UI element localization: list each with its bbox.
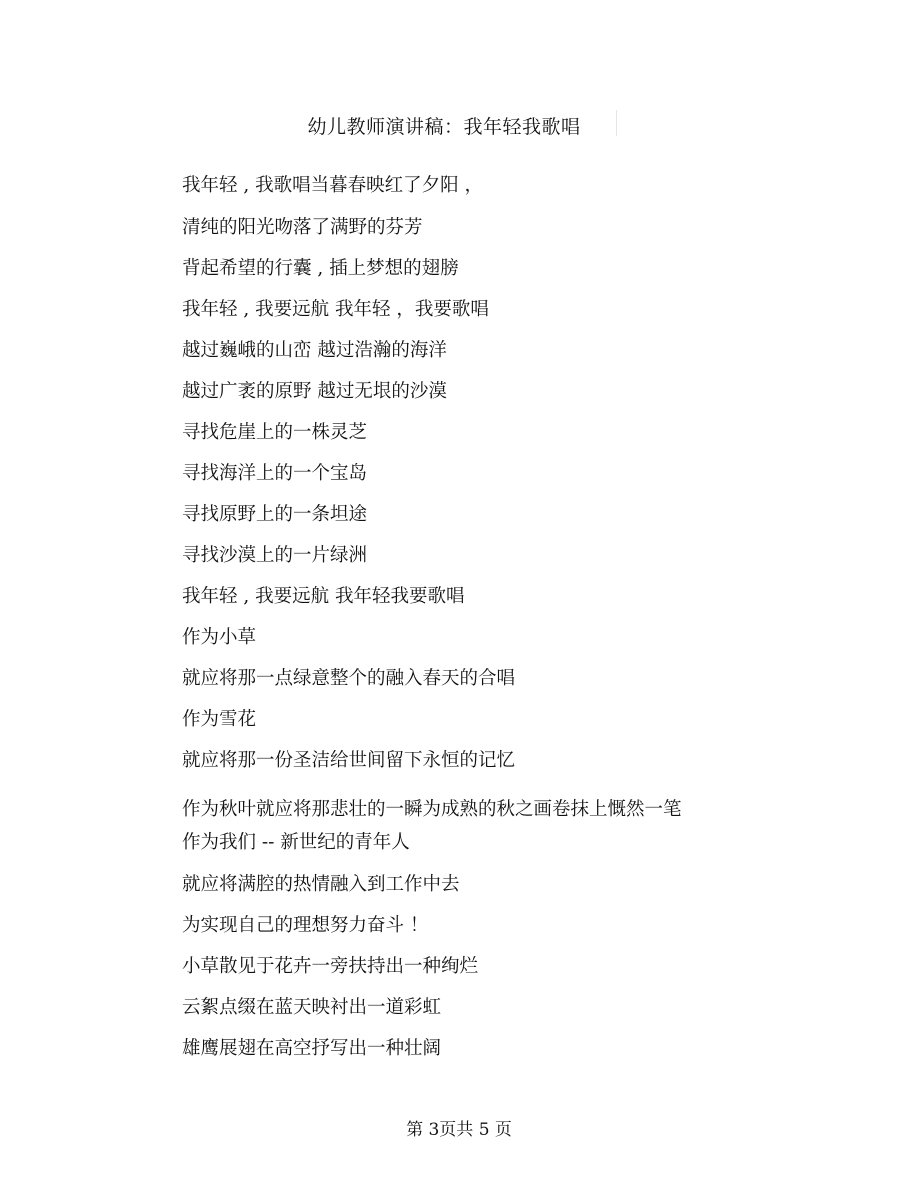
speech-line: 作为雪花 — [182, 709, 257, 730]
speech-line: 清纯的阳光吻落了满野的芬芳 — [182, 217, 423, 238]
speech-line: 我年轻 , 我要远航 我年轻我要歌唱 — [182, 586, 465, 607]
speech-line: 寻找危崖上的一株灵芝 — [182, 422, 368, 443]
speech-line: 我年轻 , 我要远航 我年轻 ，我要歌唱 — [182, 299, 489, 320]
speech-line: 小草散见于花卉一旁扶持出一种绚烂 — [182, 956, 479, 977]
speech-line: 作为秋叶就应将那悲壮的一瞬为成熟的秋之画卷抹上慨然一笔 — [182, 799, 682, 820]
speech-line: 云絮点缀在蓝天映衬出一道彩虹 — [182, 997, 442, 1018]
speech-line: 寻找海洋上的一个宝岛 — [182, 463, 368, 484]
document-title: 幼儿教师演讲稿：我年轻我歌唱 — [307, 116, 581, 138]
title-divider — [616, 110, 617, 136]
speech-line: 为实现自己的理想努力奋斗 ！ — [182, 915, 429, 936]
speech-line: 作为小草 — [182, 627, 257, 648]
speech-line: 越过巍峨的山峦 越过浩瀚的海洋 — [182, 340, 447, 361]
page-number-footer: 第 3页共 5 页 — [406, 1120, 512, 1140]
speech-line: 就应将满腔的热情融入到工作中去 — [182, 874, 460, 895]
speech-line: 寻找原野上的一条坦途 — [182, 504, 368, 525]
speech-line: 越过广袤的原野 越过无垠的沙漠 — [182, 381, 447, 402]
speech-line: 寻找沙漠上的一片绿洲 — [182, 545, 368, 566]
speech-line: 雄鹰展翅在高空抒写出一种壮阔 — [182, 1038, 442, 1059]
speech-line: 作为我们 -- 新世纪的青年人 — [182, 832, 410, 853]
speech-line: 我年轻 , 我歌唱当暮春映红了夕阳 ， — [182, 175, 484, 196]
speech-line: 就应将那一点绿意整个的融入春天的合唱 — [182, 668, 516, 689]
speech-line: 就应将那一份圣洁给世间留下永恒的记忆 — [182, 750, 516, 771]
speech-line: 背起希望的行囊 , 插上梦想的翅膀 — [182, 258, 459, 279]
